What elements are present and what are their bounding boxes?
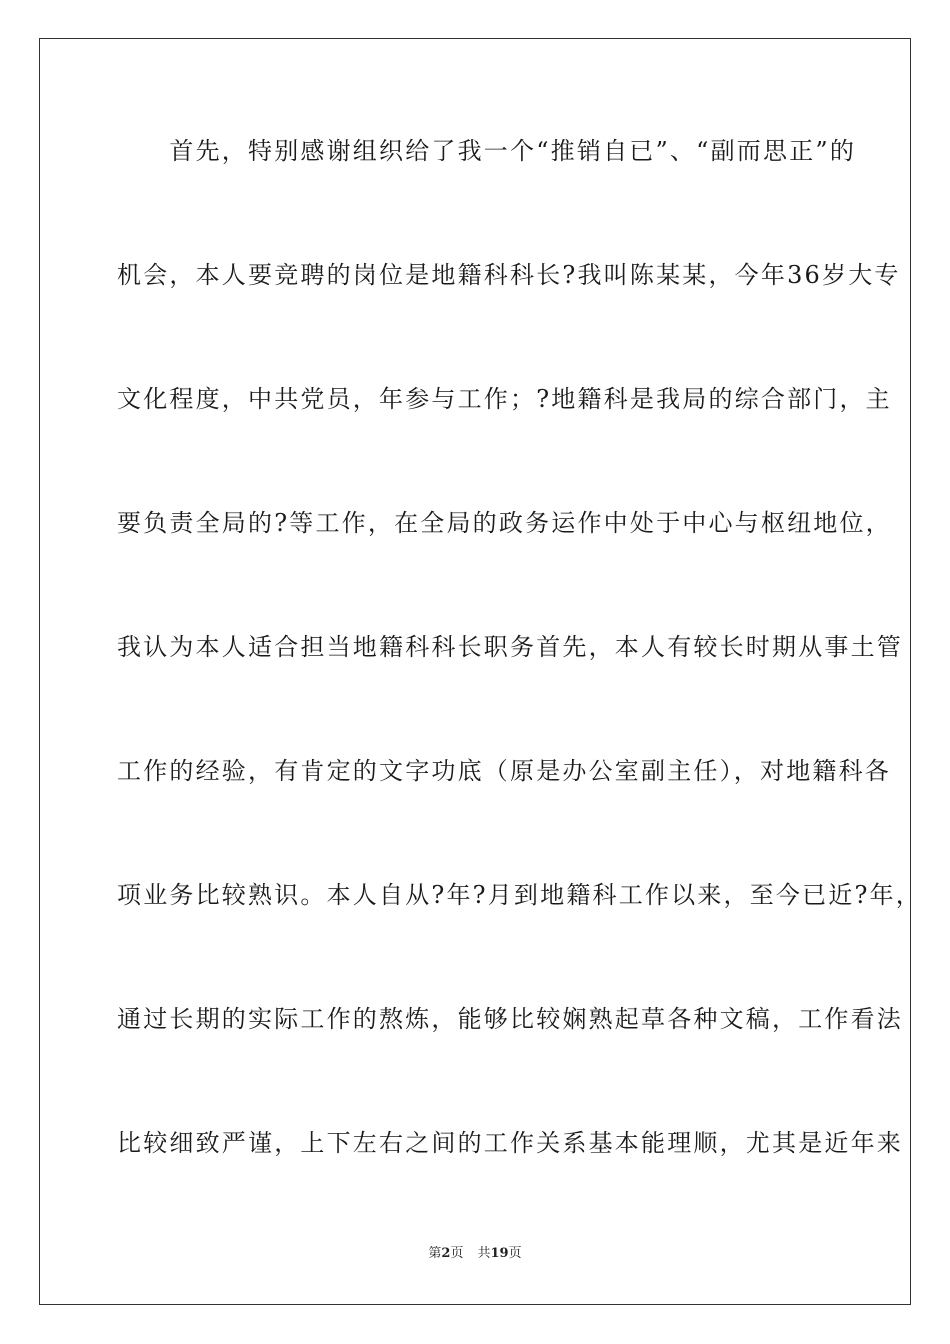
total-suffix: 页 (508, 1246, 522, 1261)
page-suffix: 页 (450, 1246, 464, 1261)
total-pages: 19 (490, 1246, 509, 1261)
body-text-line: 机会，本人要竞聘的岗位是地籍科科长?我叫陈某某，今年36岁大专 (117, 261, 901, 289)
page-prefix: 第 (428, 1246, 442, 1261)
body-text-line: 通过长期的实际工作的熬炼，能够比较娴熟起草各种文稿，工作看法 (117, 1005, 903, 1033)
body-text-line: 文化程度，中共党员，年参与工作；?地籍科是我局的综合部门，主 (117, 385, 892, 413)
page-border (39, 38, 922, 1305)
body-text-line: 要负责全局的?等工作，在全局的政务运作中处于中心与枢纽地位， (117, 509, 892, 537)
body-text-line: 首先，特别感谢组织给了我一个“推销自已”、“副而思正”的 (117, 137, 857, 165)
body-text-line: 比较细致严谨，上下左右之间的工作关系基本能理顺，尤其是近年来 (117, 1129, 903, 1157)
page-number: 2 (441, 1246, 451, 1261)
body-text-line: 项业务比较熟识。本人自从?年?月到地籍科工作以来，至今已近?年， (117, 881, 922, 909)
body-text-line: 工作的经验，有肯定的文字功底（原是办公室副主任），对地籍科各 (117, 757, 891, 785)
body-text-line: 我认为本人适合担当地籍科科长职务首先，本人有较长时期从事土管 (117, 633, 903, 661)
total-prefix: 共 (477, 1246, 491, 1261)
page-footer (0, 1246, 950, 1262)
